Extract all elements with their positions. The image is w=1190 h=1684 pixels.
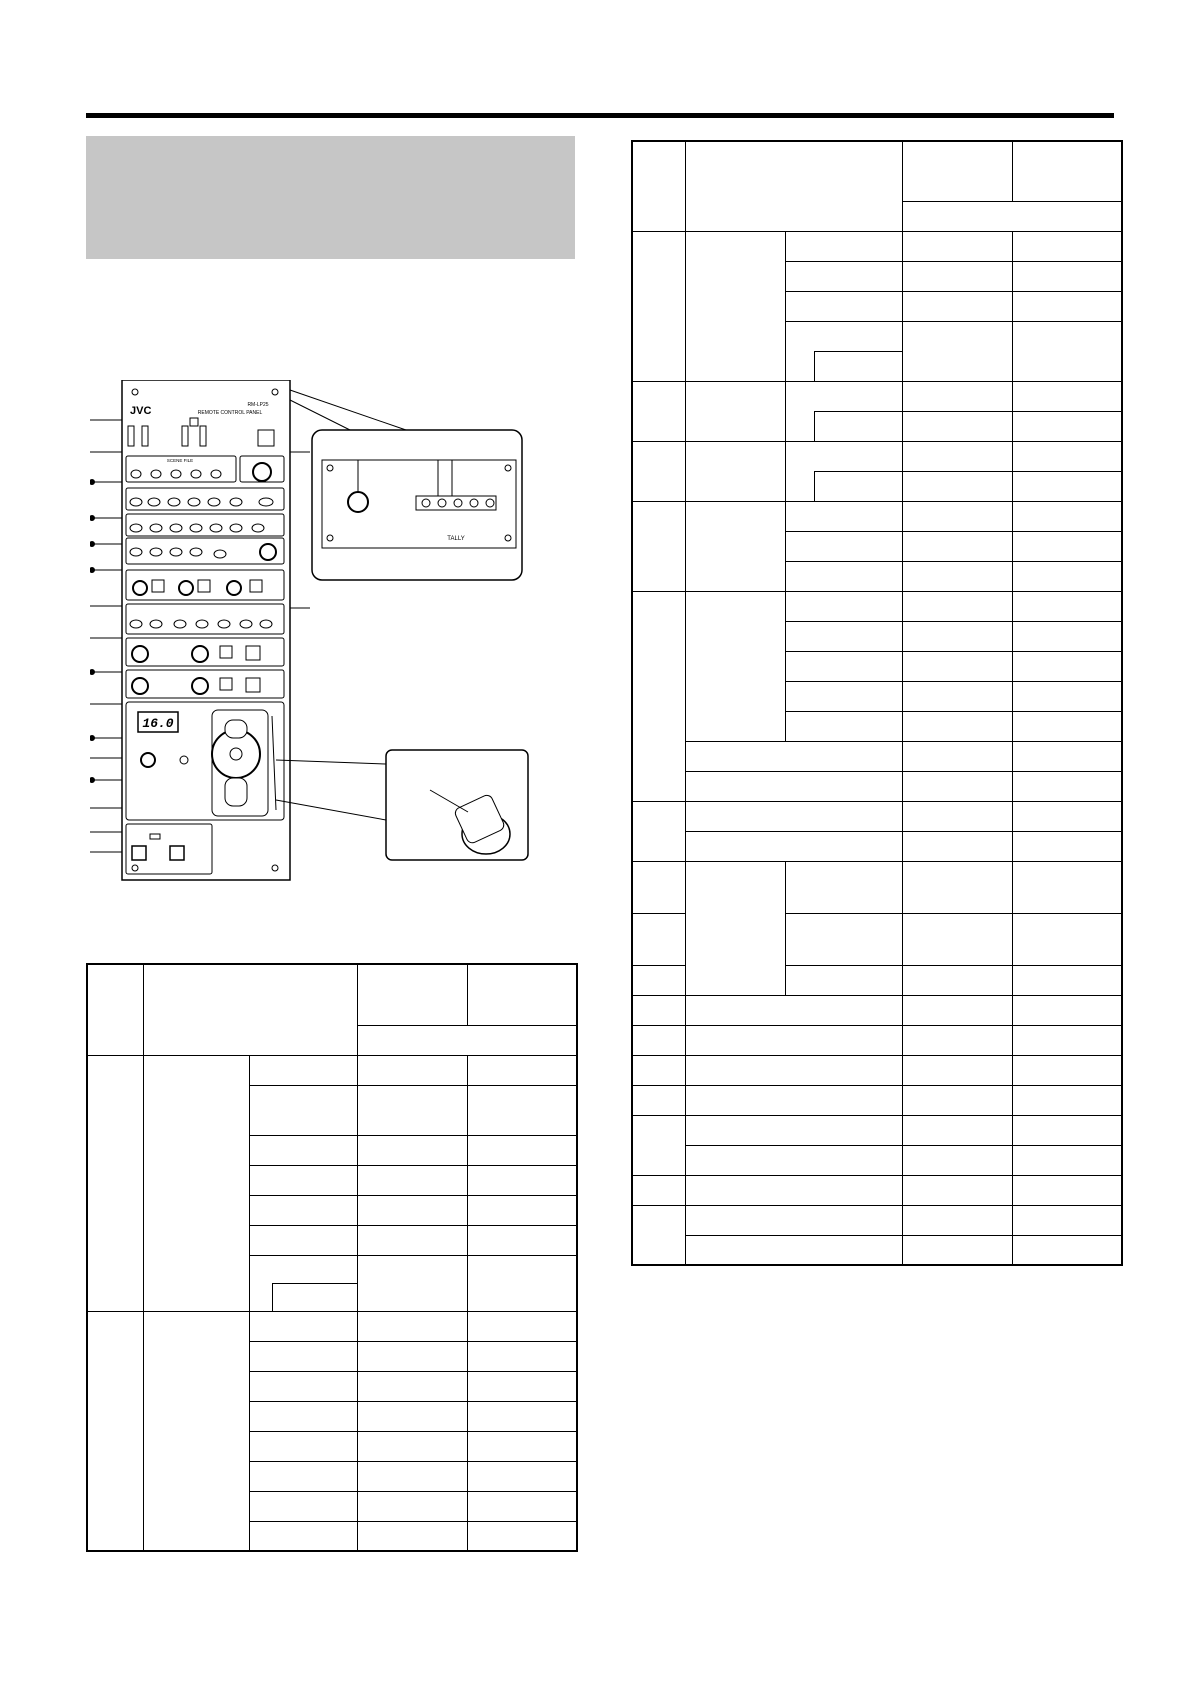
panel-brand: JVC [130, 405, 152, 417]
top-rule [86, 113, 1114, 118]
svg-text:RM-LP25: RM-LP25 [247, 402, 269, 408]
iris-display: 16.0 [142, 716, 174, 731]
section-heading-box [86, 136, 575, 259]
svg-text:SCENE FILE: SCENE FILE [166, 458, 194, 463]
tally-label: TALLY [447, 536, 465, 542]
svg-text:REMOTE CONTROL PANEL: REMOTE CONTROL PANEL [197, 410, 263, 416]
remote-panel-illustration [90, 380, 530, 940]
table-2 [631, 140, 1123, 1266]
table-1 [86, 963, 578, 1552]
